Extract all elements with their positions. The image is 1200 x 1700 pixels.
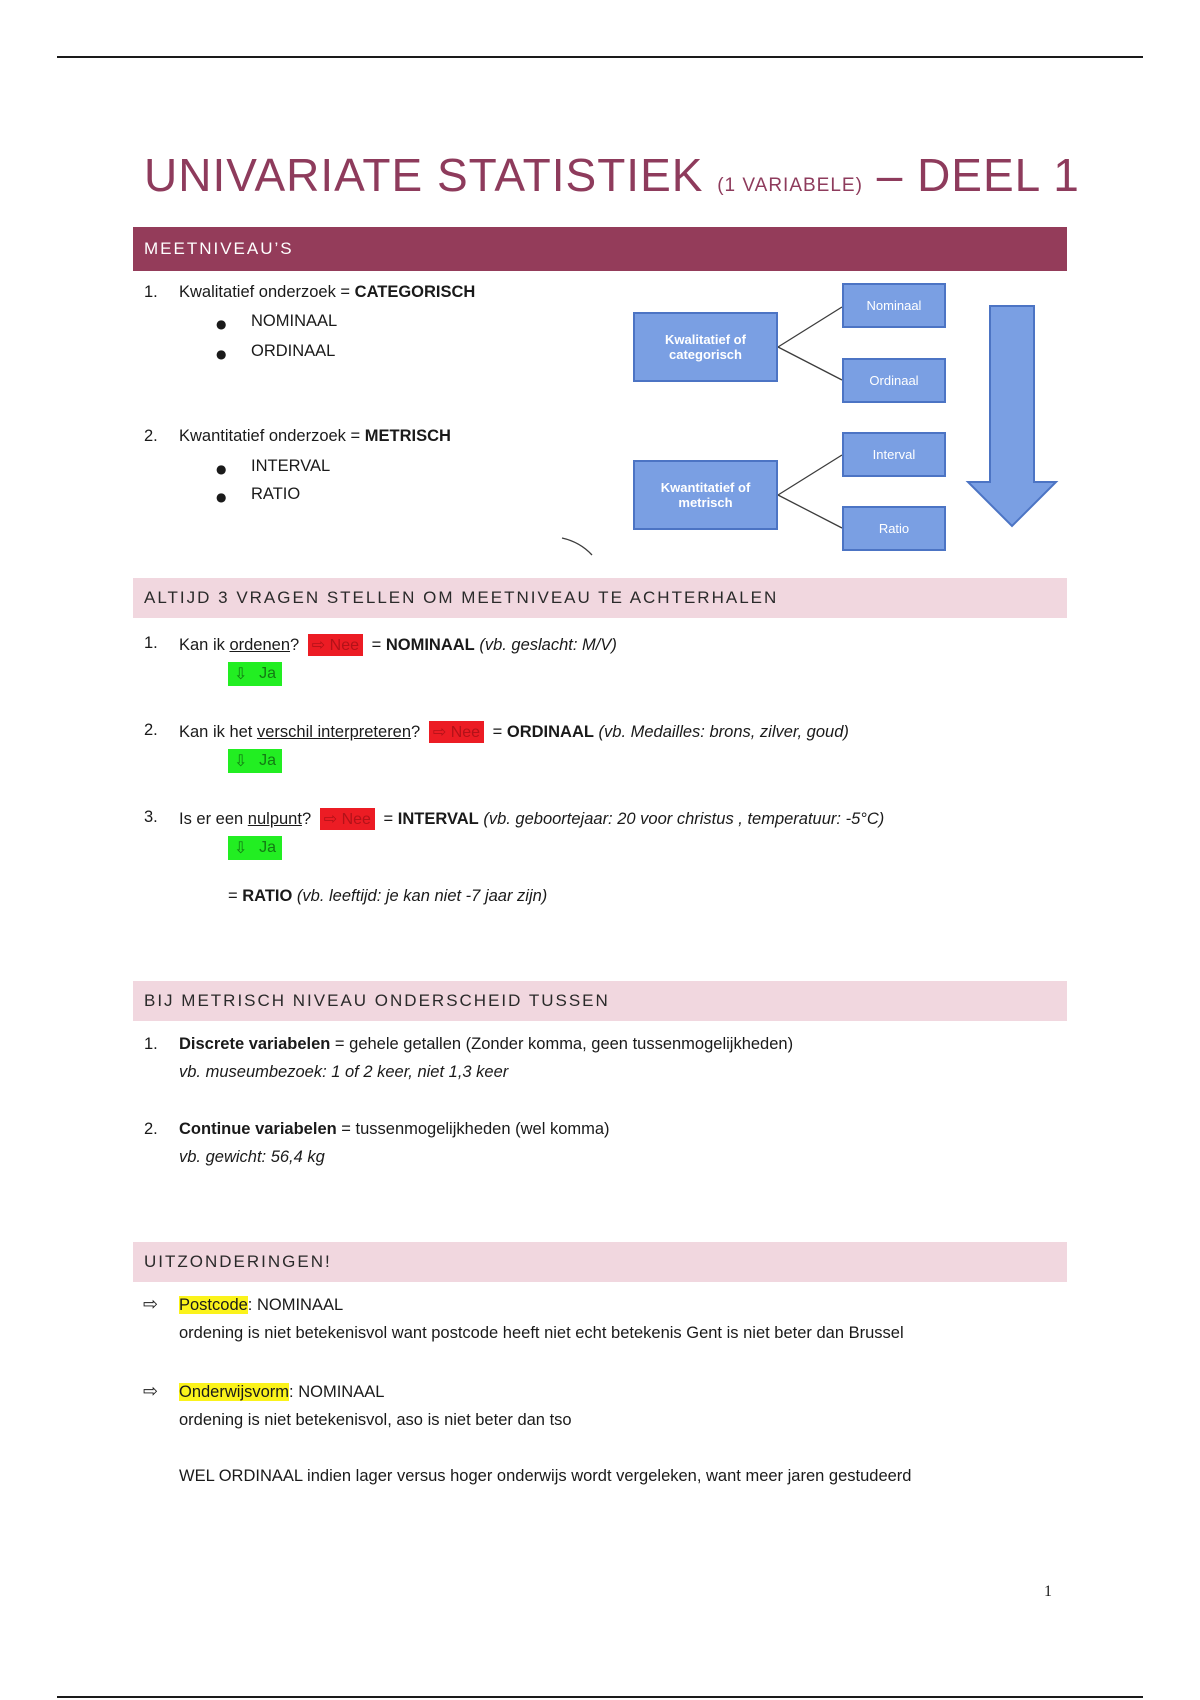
right-arrow-icon: ⇨ (311, 637, 326, 654)
discrete-example: vb. museumbezoek: 1 of 2 keer, niet 1,3 keer (179, 1063, 509, 1081)
down-arrow-icon: ⇩ (234, 840, 248, 857)
section-header-meetniveaus: MEETNIVEAU’S (133, 227, 1067, 271)
continue-variabelen: Continue variabelen = tussenmogelijkheden (wel komma) (179, 1120, 610, 1138)
exception-postcode: Postcode: NOMINAAL (179, 1296, 344, 1314)
bullet-item: ORDINAAL (251, 342, 336, 360)
list-number: 1. (144, 1035, 158, 1053)
bullet-item: NOMINAAL (251, 312, 338, 330)
exception-onderwijsvorm-desc: ordening is niet betekenisvol, aso is niet beter dan tso (179, 1411, 572, 1429)
page-title: UNIVARIATE STATISTIEK (1 VARIABELE) – DEEL 1 (144, 149, 1080, 201)
ja-badge: ⇩ Ja (228, 749, 282, 773)
ja-badge: ⇩ Ja (228, 836, 282, 860)
down-arrow-icon: ⇩ (234, 666, 248, 683)
down-arrow-icon (968, 306, 1056, 526)
list-number: 3. (144, 808, 158, 826)
section-header-vragen: ALTIJD 3 VRAGEN STELLEN OM MEETNIVEAU TE ACHTERHALEN (133, 578, 1067, 618)
bullet-item: INTERVAL (251, 457, 331, 475)
exception-onderwijsvorm: Onderwijsvorm: NOMINAAL (179, 1383, 385, 1401)
right-arrow-icon: ⇨ (143, 1381, 159, 1402)
bullet-icon: ● (216, 490, 227, 504)
bullet-icon: ● (216, 347, 227, 361)
list-number: 2. (144, 721, 158, 739)
question-1: Kan ik ordenen? ⇨ Nee = NOMINAAL (vb. geslacht: M/V) (179, 636, 617, 654)
continue-example: vb. gewicht: 56,4 kg (179, 1148, 325, 1166)
right-arrow-icon: ⇨ (143, 1294, 159, 1315)
diagram-box-kwantitatief: Kwantitatief of metrisch (633, 460, 778, 530)
diagram-box-ordinaal: Ordinaal (842, 358, 946, 403)
question-3: Is er een nulpunt? ⇨ Nee = INTERVAL (vb. geboortejaar: 20 voor christus , temperatuur: -5°C) (179, 810, 885, 828)
meetniveau-diagram (550, 270, 1070, 560)
bullet-icon: ● (216, 317, 227, 331)
list-item-kwalitatief: Kwalitatief onderzoek = CATEGORISCH (179, 283, 476, 301)
ratio-conclusion: = RATIO (vb. leeftijd: je kan niet -7 jaar zijn) (228, 887, 548, 905)
diagram-box-interval: Interval (842, 432, 946, 477)
exception-onderwijsvorm-note: WEL ORDINAAL indien lager versus hoger onderwijs wordt vergeleken, want meer jaren gestudeerd (179, 1467, 912, 1485)
discrete-variabelen: Discrete variabelen = gehele getallen (Zonder komma, geen tussenmogelijkheden) (179, 1035, 794, 1053)
right-arrow-icon: ⇨ (432, 724, 447, 741)
top-rule (57, 56, 1143, 58)
bottom-rule (57, 1696, 1143, 1698)
down-arrow-icon: ⇩ (234, 753, 248, 770)
ja-badge: ⇩ Ja (228, 662, 282, 686)
title-subtitle: (1 VARIABELE) (717, 175, 863, 196)
bullet-item: RATIO (251, 485, 301, 503)
list-item-kwantitatief: Kwantitatief onderzoek = METRISCH (179, 427, 451, 445)
right-arrow-icon: ⇨ (323, 811, 338, 828)
diagram-box-nominaal: Nominaal (842, 283, 946, 328)
section-header-metrisch: BIJ METRISCH NIVEAU ONDERSCHEID TUSSEN (133, 981, 1067, 1021)
list-number: 2. (144, 427, 158, 445)
section-header-uitzonderingen: UITZONDERINGEN! (133, 1242, 1067, 1282)
diagram-box-kwalitatief: Kwalitatief of categorisch (633, 312, 778, 382)
list-number: 1. (144, 283, 158, 301)
bullet-icon: ● (216, 462, 227, 476)
nee-badge: ⇨ Nee (429, 721, 484, 743)
nee-badge: ⇨ Nee (320, 808, 375, 830)
nee-badge: ⇨ Nee (308, 634, 363, 656)
list-number: 1. (144, 634, 158, 652)
page-number: 1 (1044, 1583, 1052, 1600)
exception-postcode-desc: ordening is niet betekenisvol want postcode heeft niet echt betekenis Gent is niet beter dan Brussel (179, 1324, 904, 1342)
list-number: 2. (144, 1120, 158, 1138)
question-2: Kan ik het verschil interpreteren? ⇨ Nee = ORDINAAL (vb. Medailles: brons, zilver, goud) (179, 723, 849, 741)
diagram-box-ratio: Ratio (842, 506, 946, 551)
